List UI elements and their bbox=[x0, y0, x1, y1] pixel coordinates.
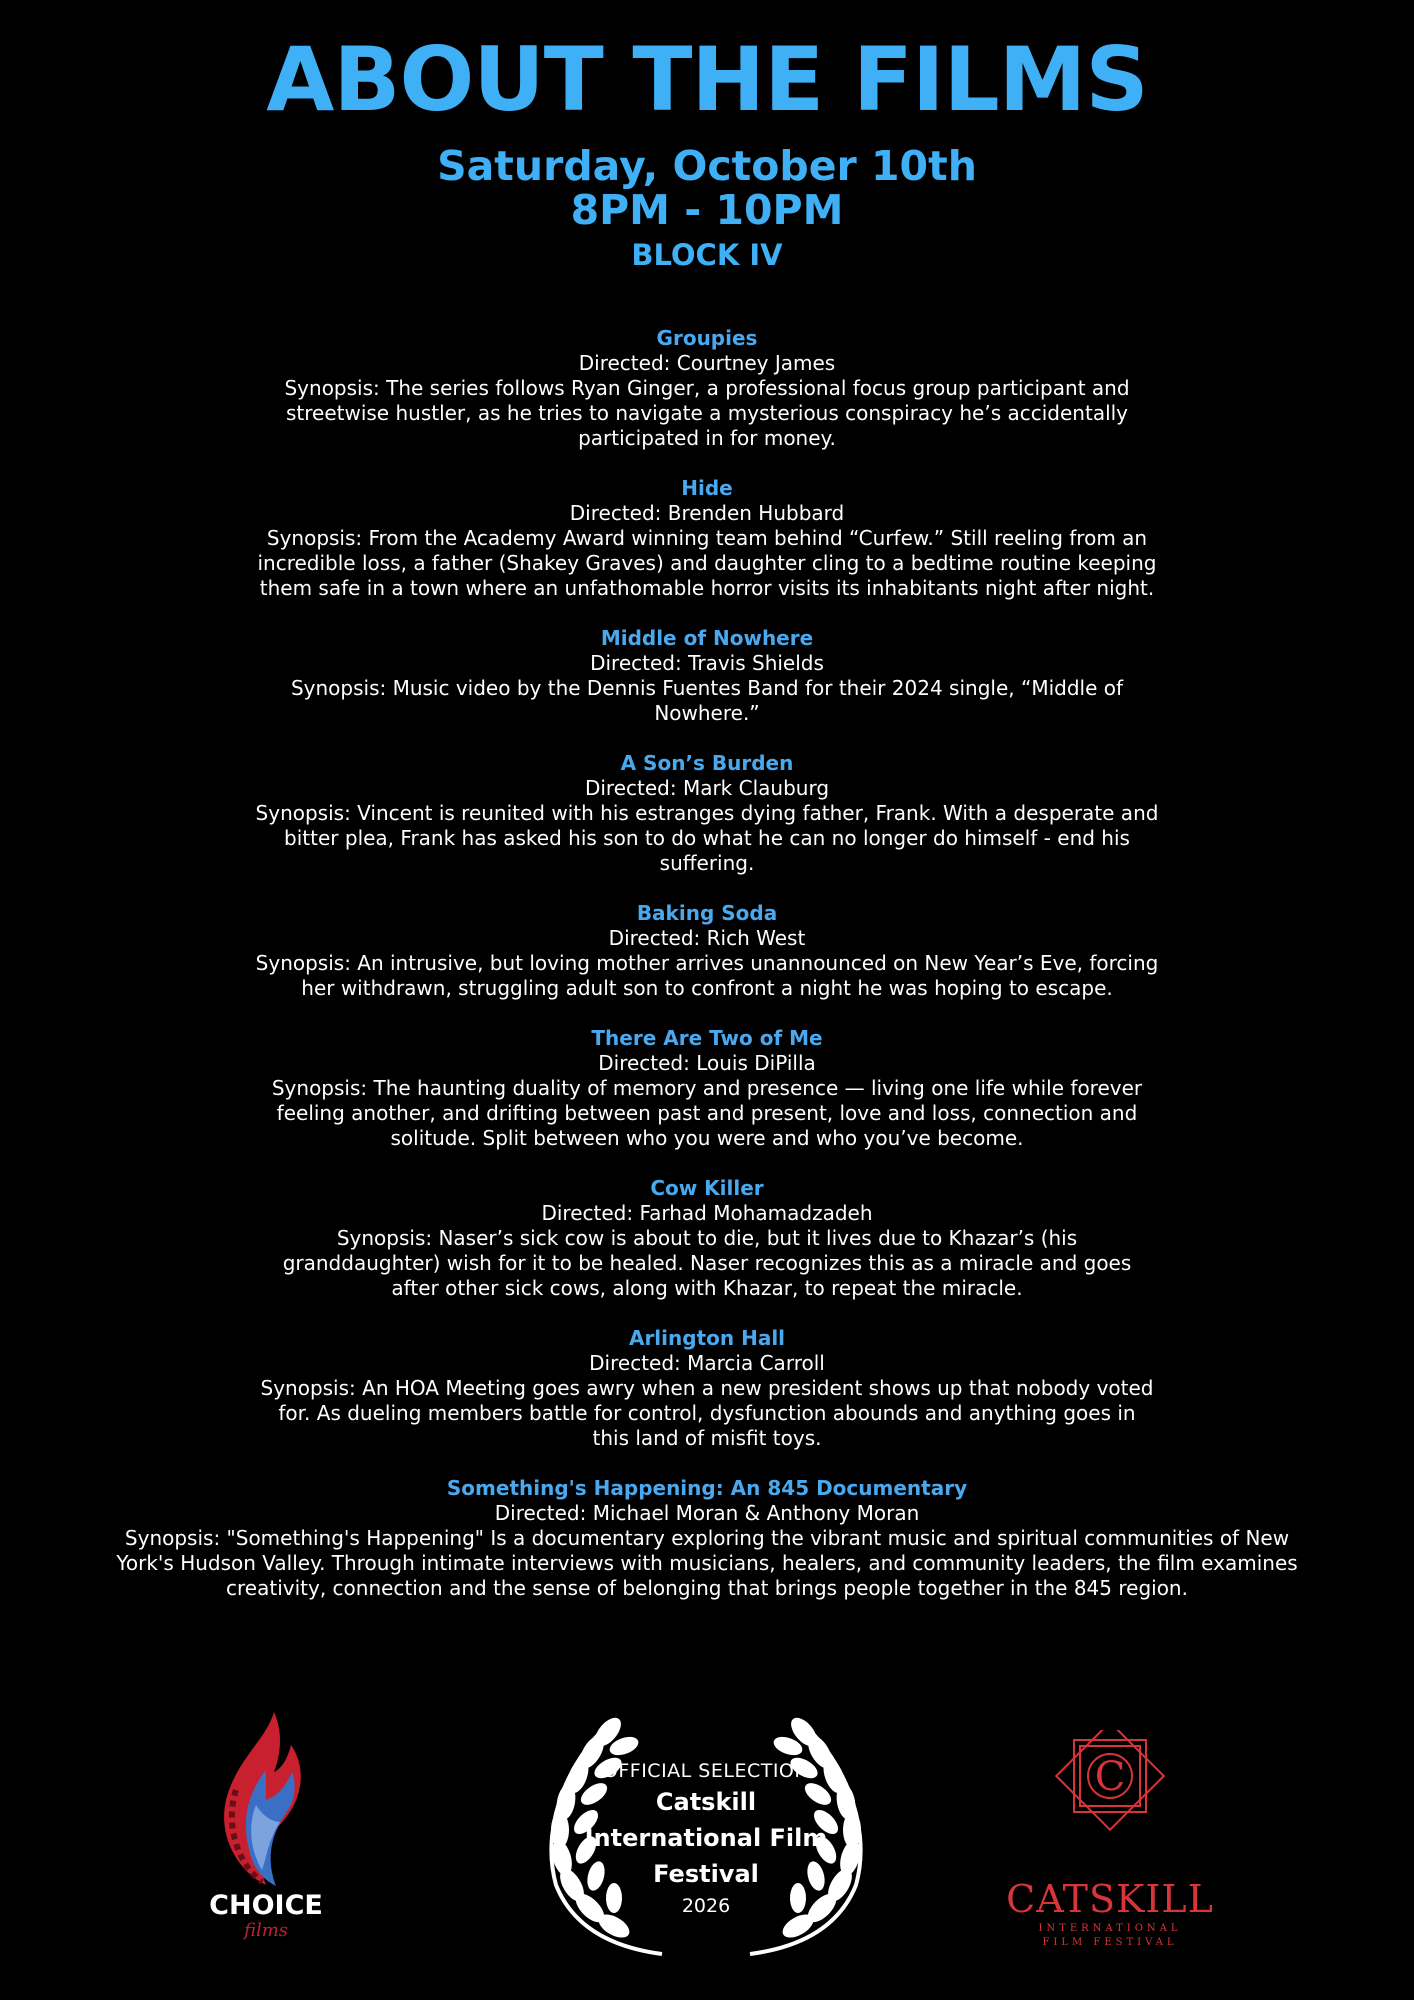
film-synopsis: Synopsis: Vincent is reunited with his estranges dying father, Frank. With a desperate and bitter plea, Frank has asked his son to do what he can no longer do himself - end his suffering. bbox=[255, 801, 1159, 875]
film-director: Directed: Michael Moran & Anthony Moran bbox=[494, 1501, 920, 1525]
film-title: Hide bbox=[681, 476, 733, 500]
film-director: Directed: Brenden Hubbard bbox=[569, 501, 845, 525]
film-title: Something's Happening: An 845 Documentary bbox=[446, 1476, 968, 1500]
film-director: Directed: Courtney James bbox=[578, 351, 836, 375]
festival-name-line: Catskill bbox=[655, 1788, 757, 1816]
film-director: Directed: Farhad Mohamadzadeh bbox=[541, 1201, 873, 1225]
film-title: Baking Soda bbox=[636, 901, 778, 925]
film-director: Directed: Louis DiPilla bbox=[598, 1051, 816, 1075]
film-director: Directed: Travis Shields bbox=[590, 651, 824, 675]
film-title: Middle of Nowhere bbox=[600, 626, 814, 650]
catskill-initial: C bbox=[1094, 1754, 1126, 1800]
film-entry bbox=[100, 751, 1314, 876]
film-list bbox=[100, 326, 1314, 1626]
film-title: There Are Two of Me bbox=[591, 1026, 823, 1050]
choice-films-logo bbox=[196, 1710, 336, 1950]
film-title: A Son’s Burden bbox=[620, 751, 794, 775]
film-entry bbox=[100, 326, 1314, 451]
octagon-emblem-icon bbox=[1000, 1730, 1220, 1870]
catskill-festival-logo bbox=[1000, 1730, 1220, 1960]
film-entry bbox=[100, 626, 1314, 726]
film-director: Directed: Rich West bbox=[608, 926, 806, 950]
catskill-wordmark: CATSKILL bbox=[1006, 1877, 1214, 1921]
event-date: Saturday, October 10th bbox=[437, 142, 977, 190]
film-entry bbox=[100, 1026, 1314, 1151]
film-synopsis: Synopsis: The haunting duality of memory and presence — living one life while forever feeling another, and drifting between past and present, love and loss, connection and solitude. Split between who you were and who you’ve become. bbox=[271, 1076, 1143, 1150]
official-selection-label: OFFICIAL SELECTION bbox=[602, 1760, 810, 1782]
film-synopsis: Synopsis: The series follows Ryan Ginger, a professional focus group participant and streetwise hustler, as he tries to navigate a mysterious conspiracy he’s accidentally participated in for money. bbox=[284, 376, 1130, 450]
logo-row bbox=[0, 1710, 1414, 1980]
event-time: 8PM - 10PM bbox=[570, 186, 844, 234]
film-synopsis: Synopsis: An intrusive, but loving mother arrives unannounced on New Year’s Eve, forcing her withdrawn, struggling adult son to confront a night he was hoping to escape. bbox=[255, 951, 1159, 1000]
block-label: BLOCK IV bbox=[631, 238, 783, 272]
film-title: Cow Killer bbox=[650, 1176, 764, 1200]
film-title: Arlington Hall bbox=[628, 1326, 786, 1350]
film-entry bbox=[100, 1176, 1314, 1301]
film-synopsis: Synopsis: From the Academy Award winning team behind “Curfew.” Still reeling from an incredible loss, a father (Shakey Graves) and daughter cling to a bedtime routine keeping them safe in a town where an unfathomable horror visits its inhabitants night after night. bbox=[257, 526, 1157, 600]
choice-wordmark: CHOICE bbox=[209, 1890, 323, 1921]
choice-films-script: films bbox=[243, 1920, 289, 1941]
catskill-subtitle: FILM FESTIVAL bbox=[1042, 1937, 1178, 1948]
film-synopsis: Synopsis: Naser’s sick cow is about to die, but it lives due to Khazar’s (his granddaughter) wish for it to be healed. Naser recognizes this as a miracle and goes after other sick cows, along with Khazar, to repeat the miracle. bbox=[282, 1226, 1132, 1300]
laurel-text bbox=[516, 1758, 896, 1920]
catskill-subtitle: INTERNATIONAL bbox=[1038, 1923, 1182, 1934]
film-entry bbox=[100, 1326, 1314, 1451]
film-synopsis: Synopsis: "Something's Happening" Is a documentary exploring the vibrant music and spiritual communities of New York's Hudson Valley. Through intimate interviews with musicians, healers, and community leaders, the film examines creativity, connection and the sense of belonging that brings people together in the 845 region. bbox=[116, 1526, 1298, 1600]
festival-name-line: International Film bbox=[584, 1824, 828, 1852]
film-director: Directed: Mark Clauburg bbox=[584, 776, 830, 800]
film-entry bbox=[100, 1476, 1314, 1601]
official-selection-laurel bbox=[516, 1710, 896, 1960]
flame-film-icon bbox=[196, 1710, 336, 1890]
film-entry bbox=[100, 901, 1314, 1001]
film-entry bbox=[100, 476, 1314, 601]
festival-name-line: Festival bbox=[653, 1860, 759, 1888]
film-director: Directed: Marcia Carroll bbox=[589, 1351, 825, 1375]
page-title: ABOUT THE FILMS bbox=[266, 28, 1148, 131]
film-synopsis: Synopsis: Music video by the Dennis Fuentes Band for their 2024 single, “Middle of Nowhere.” bbox=[290, 676, 1124, 725]
film-synopsis: Synopsis: An HOA Meeting goes awry when a new president shows up that nobody voted for. As dueling members battle for control, dysfunction abounds and anything goes in this land of misfit toys. bbox=[260, 1376, 1154, 1450]
film-title: Groupies bbox=[656, 326, 758, 350]
festival-year: 2026 bbox=[681, 1895, 731, 1917]
